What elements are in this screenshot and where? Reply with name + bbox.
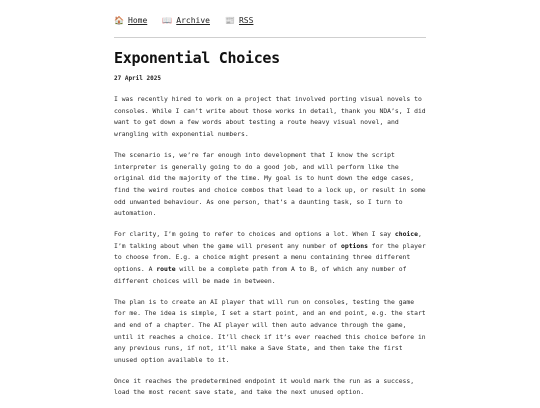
- paragraph-3-text-d: will be a complete path from A to B, of which any number of different choices will be made in between.: [114, 265, 407, 285]
- home-icon: 🏠: [114, 16, 124, 25]
- paragraph-3: [114, 229, 426, 288]
- post-date: 27 April 2025: [114, 75, 161, 82]
- page-container: [114, 14, 426, 408]
- term-route: route: [156, 265, 176, 274]
- nav-label-home: Home: [128, 16, 148, 25]
- post-body: [114, 94, 426, 399]
- paragraph-4: The plan is to create an AI player that will run on consoles, testing the game for me. The idea is simple, I set a start point, and an end point, e.g. the start and end of a chapter. The AI player will then auto advance through the game, until it reaches a choice. It’ll check if it’s ever reached this choice before in any previous runs, if not, it’ll make a Save State, and then take the first unused option available to it.: [114, 297, 426, 365]
- nav-label-rss: RSS: [238, 16, 254, 25]
- nav-link-home[interactable]: [114, 15, 147, 27]
- nav-label-archive: Archive: [176, 16, 210, 25]
- nav-link-rss[interactable]: [225, 15, 253, 27]
- nav-link-archive[interactable]: [162, 15, 210, 27]
- paragraph-3-text-c: for the player to choose from. E.g. a choice might present a menu containing three different options. A: [114, 241, 426, 274]
- paragraph-3-text-a: For clarity, I’m going to refer to choices and options a lot. When I say: [114, 230, 395, 239]
- rss-icon: 📰: [225, 16, 235, 25]
- paragraph-5: Once it reaches the predetermined endpoint it would mark the run as a success, load the most recent save state, and take the next unused option.: [114, 376, 415, 397]
- term-options: options: [341, 241, 368, 250]
- term-choice: choice: [394, 230, 418, 239]
- paragraph-2: The scenario is, we’re far enough into development that I know the script interpreter is generally going to do a good job, and will perform like the original did the majority of the time. My goal is to hunt down the edge cases, find the weird routes and choice combos that lead to a lock up, or result in some odd unwanted behaviour. As one person, that’s a daunting task, so I turn to automation.: [114, 150, 426, 218]
- paragraph-3-text-b: , I’m talking about when the game will present any number of: [114, 230, 422, 250]
- top-nav: [114, 14, 426, 28]
- paragraph-1: I was recently hired to work on a project that involved porting visual novels to consoles. While I can’t write about those works in detail, thank you NDA’s, I did want to get down a few words about testing a route heavy visual novel, and wrangling with exponential numbers.: [114, 95, 426, 139]
- header-divider: [114, 37, 426, 38]
- book-icon: 📖: [162, 16, 173, 25]
- post-title: Exponential Choices: [114, 49, 280, 67]
